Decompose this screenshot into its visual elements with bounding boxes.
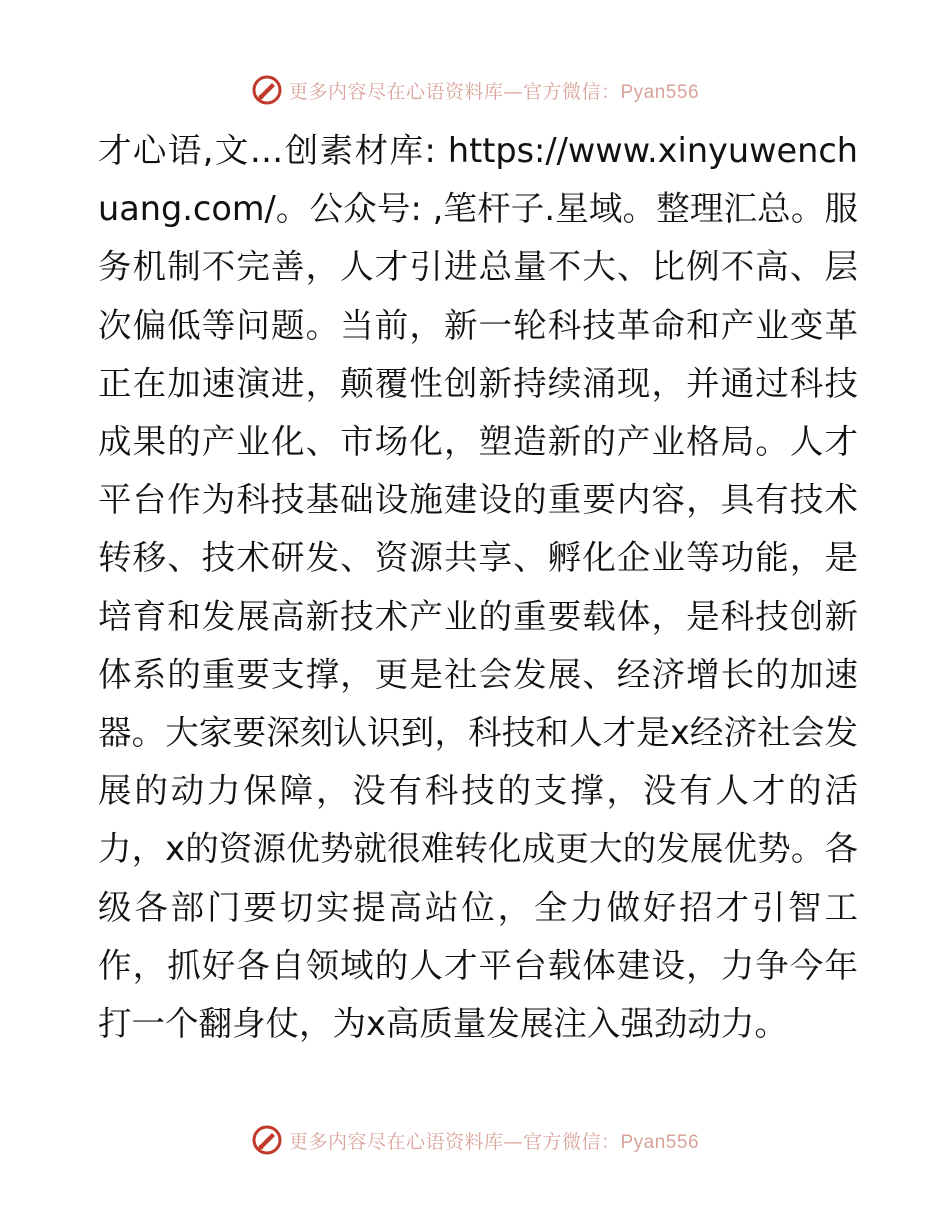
banner-wechat-id: Pyan556 [620,81,700,103]
banner-separator: — [503,80,523,103]
banner-main-text: 更多内容尽在心语资料库 [288,80,504,103]
banner-official-label: 官方微信： [522,1130,621,1153]
banner-main-text: 更多内容尽在心语资料库 [288,1130,504,1153]
banner-text [289,77,699,104]
footer-banner [0,1120,950,1160]
banner-text [289,1127,699,1154]
document-paragraph: 才心语,文…创素材库: https://www.xinyuwenchuang.com/。公众号: ,笔杆子.星域。整理汇总。服务机制不完善，人才引进总量不大、比例不高、层次偏低等问题。当前，新一轮科技革命和产业变革正在加速演进，颠覆性创新持续涌现，并通过科技成果的产业化、市场化，塑造新的产业格局。人才平台作为科技基础设施建设的重要内容，具有技术转移、技术研发、资源共享、孵化企业等功能，是培育和发展高新技术产业的重要载体，是科技创新体系的重要支撑，更是社会发展、经济增长的加速器。大家要深刻认识到，科技和人才是x经济社会发展的动力保障，没有科技的支撑，没有人才的活力，x的资源优势就很难转化成更大的发展优势。各级各部门要切实提高站位，全力做好招才引智工作，抓好各自领域的人才平台载体建设，力争今年打一个翻身仗，为x高质量发展注入强劲动力。 [98,131,858,1044]
banner-separator: — [503,1130,523,1153]
seal-logo-icon [251,74,283,106]
seal-logo-icon [251,1124,283,1156]
header-banner [0,70,950,110]
banner-wechat-id: Pyan556 [620,1131,700,1153]
banner-official-label: 官方微信： [522,80,621,103]
